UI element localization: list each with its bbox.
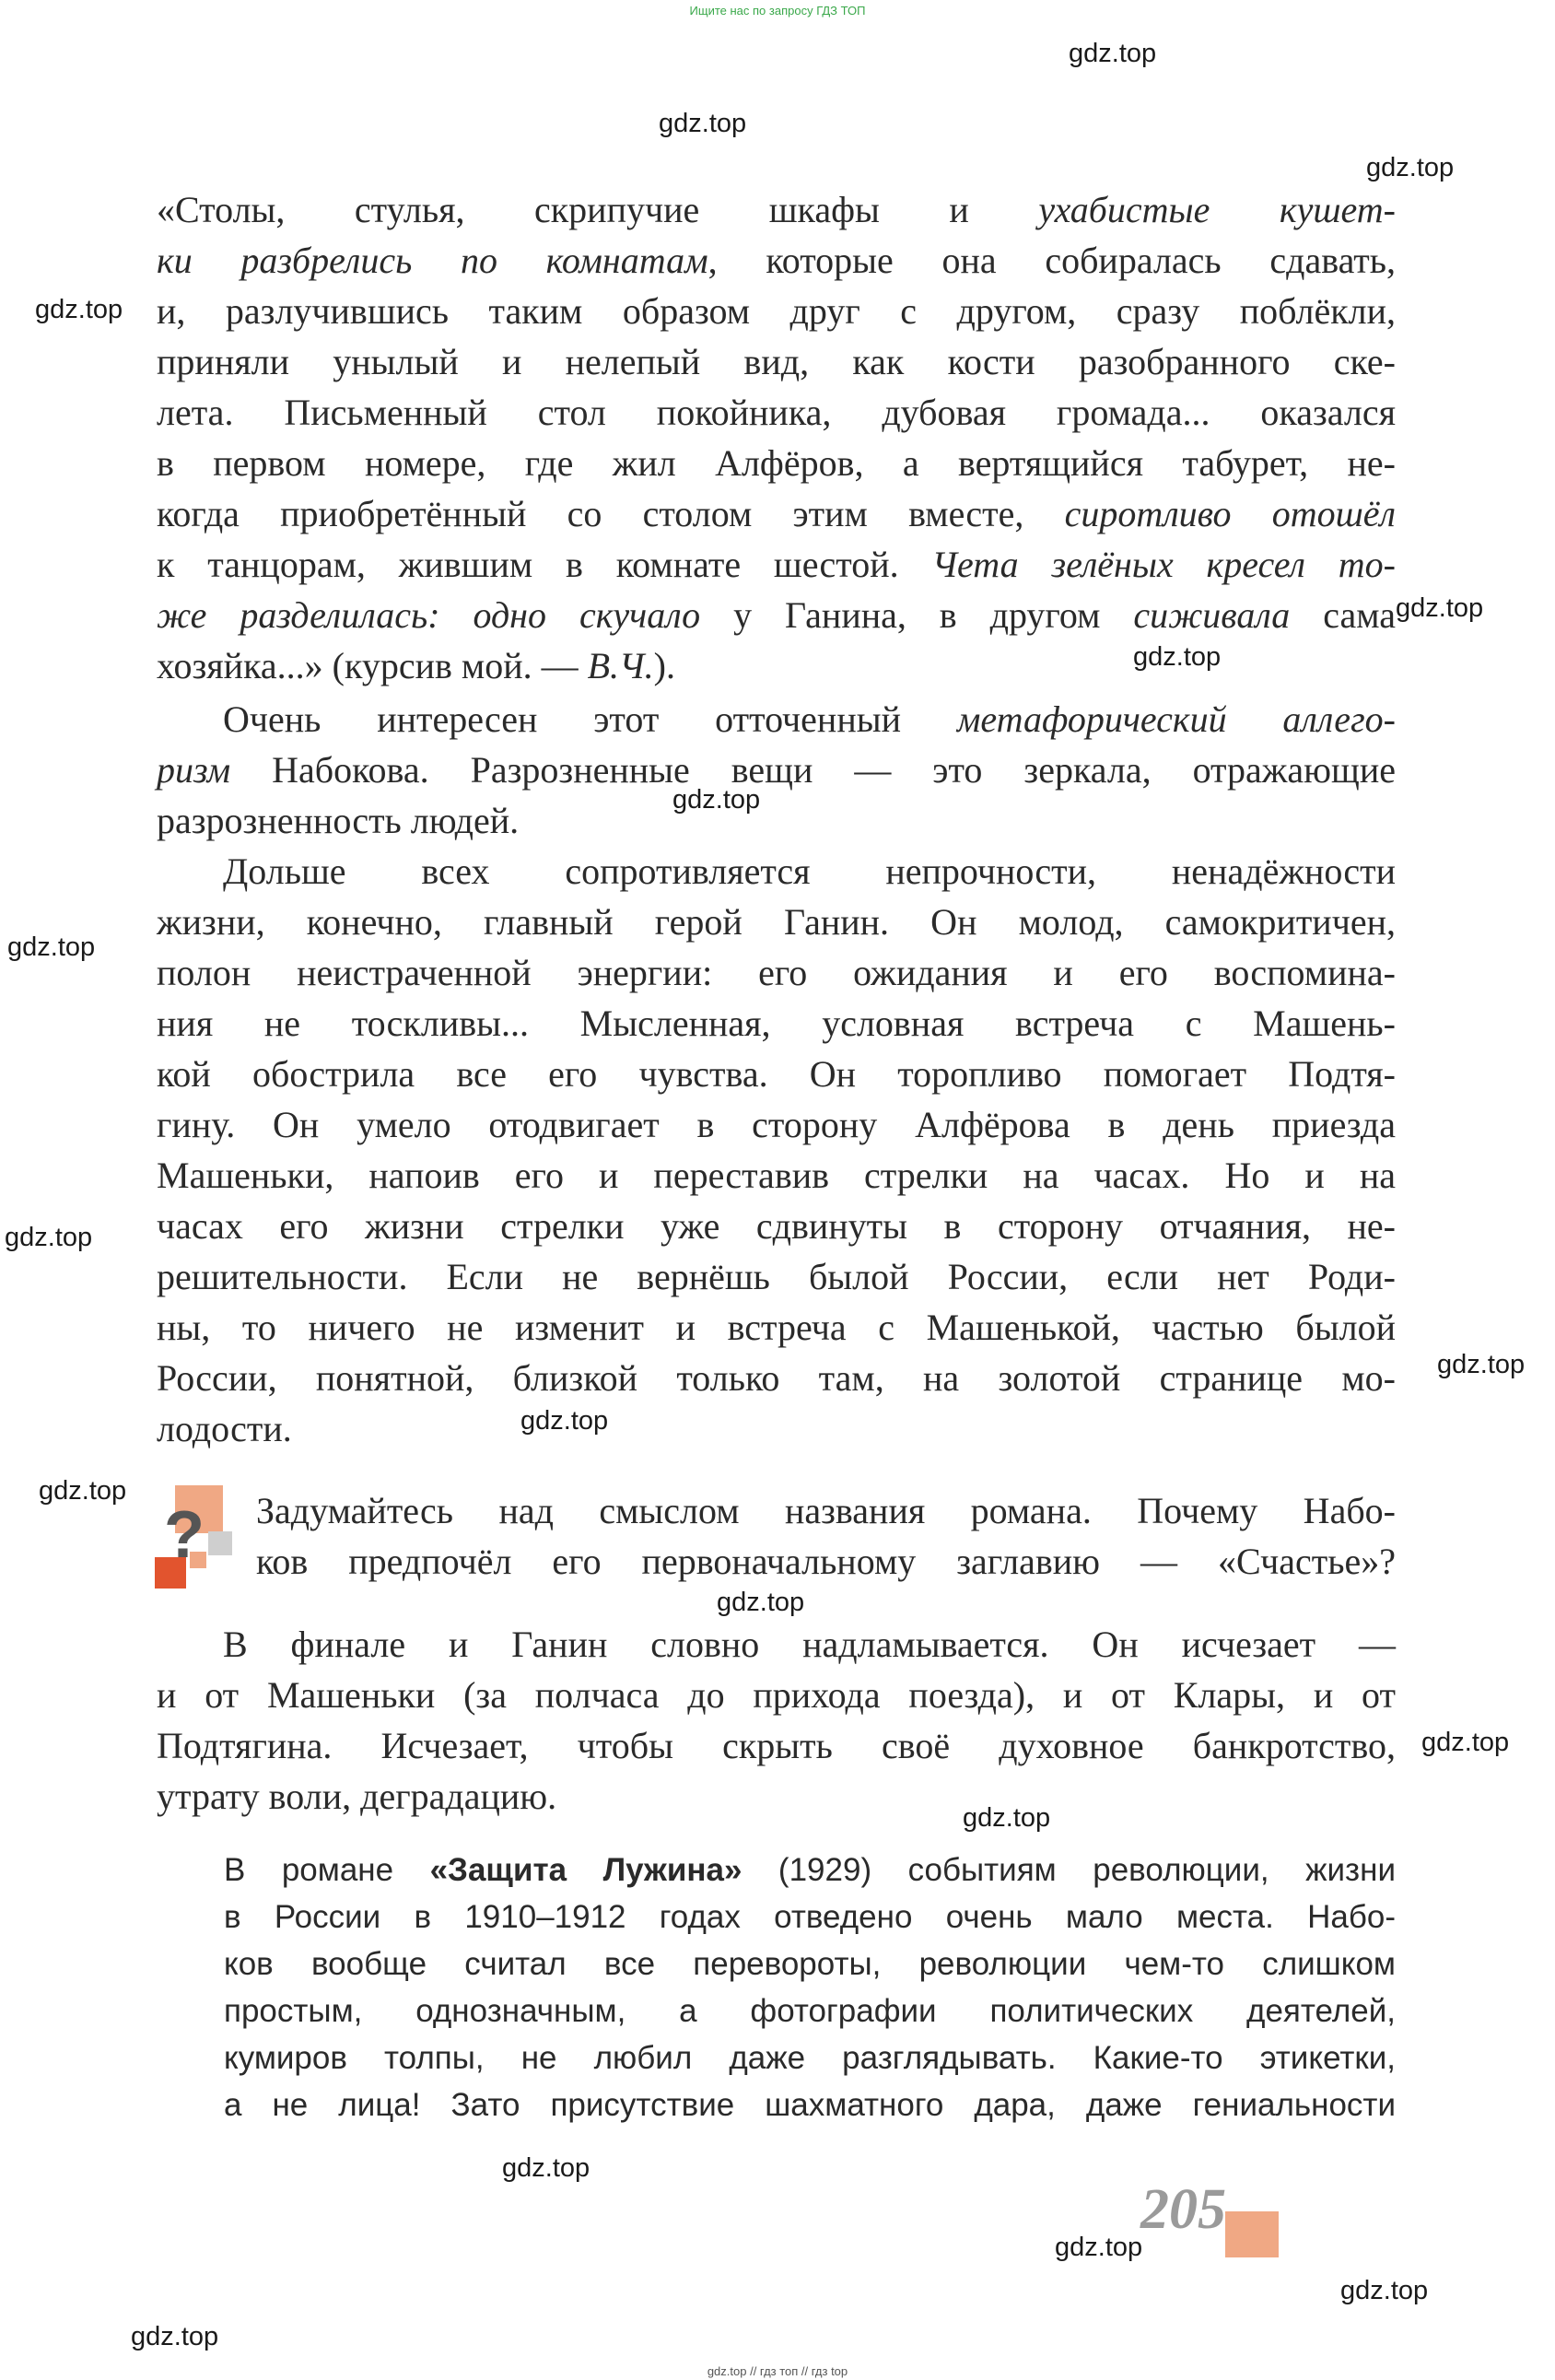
text-line: Очень интересен этот отточенный метафорический аллего- [223,698,1396,740]
text-line: и от Машеньки (за полчаса до прихода поезда), и от Клары, и от [157,1674,1396,1716]
text-line: гину. Он умело отодвигает в сторону Алфёрова в день приезда [157,1104,1396,1145]
text-line: в первом номере, где жил Алфёров, а вертящийся табурет, не- [157,442,1396,484]
text-line: утрату воли, деградацию. [157,1776,557,1817]
watermark: gdz.top [672,785,761,815]
text-line: к танцорам, жившим в комнате шестой. Чета зелёных кресел то- [157,544,1396,585]
watermark: gdz.top [39,1476,127,1506]
svg-text:?: ? [164,1498,205,1572]
paragraph-finale [157,1619,1396,1822]
text-line: полон неистраченной энергии: его ожидания и его воспомина- [157,952,1396,993]
question-icon [155,1485,238,1596]
text-line: часах его жизни стрелки уже сдвинуты в сторону отчаяния, не- [157,1205,1396,1247]
watermark: gdz.top [1421,1728,1510,1757]
text-line: ния не тоскливы... Мысленная, условная встреча с Машень- [157,1002,1396,1044]
paragraph-quote [157,184,1396,691]
text-line: В финале и Ганин словно надламывается. Он исчезает — [223,1624,1396,1665]
text-line: «Столы, стулья, скрипучие шкафы и ухабистые кушет- [157,189,1396,230]
text-line: и, разлучившись таким образом друг с другом, сразу поблёкли, [157,290,1396,332]
text-line: же разделилась: одно скучало у Ганина, в другом сиживала сама [157,594,1397,636]
text-line: кумиров толпы, не любил даже разглядывать. Какие-то этикетки, [224,2040,1396,2076]
text-line: лета. Письменный стол покойника, дубовая громада... оказался [157,392,1396,433]
watermark: gdz.top [35,295,123,324]
watermark: gdz.top [1396,593,1484,623]
watermark: gdz.top [1069,39,1157,68]
text-line: кой обострила все его чувства. Он торопливо помогает Подтя- [157,1053,1396,1095]
watermark: gdz.top [7,932,96,962]
text-line: России, понятной, близкой только там, на золотой странице мо- [157,1357,1396,1399]
text-line: ны, то ничего не изменит и встреча с Машенькой, частью былой [157,1307,1396,1348]
text-line: ков предпочёл его первоначальному заглавию — «Счастье»? [256,1541,1396,1582]
paragraph-metaphor [157,694,1396,846]
watermark: gdz.top [1437,1350,1526,1379]
text-line: когда приобретённый со столом этим вместе, сиротливо отошёл [157,493,1396,534]
question-text [256,1485,1396,1587]
text-line: ризм Набокова. Разрозненные вещи — это зеркала, отражающие [157,749,1396,791]
text-line: приняли унылый и нелепый вид, как кости разобранного ске- [157,341,1396,382]
watermark: gdz.top [131,2322,219,2351]
watermark: gdz.top [1366,153,1455,182]
luzhin-block [224,1847,1396,2128]
page-number-marker [1225,2211,1279,2257]
text-line: решительности. Если не вернёшь былой России, если нет Роди- [157,1256,1396,1297]
text-line: Машеньки, напоив его и переставив стрелки на часах. Но и на [157,1155,1396,1196]
watermark: gdz.top [1133,642,1222,672]
text-line: простым, однозначным, а фотографии политических деятелей, [224,1993,1396,2029]
text-line: ков вообще считал все перевороты, революции чем-то слишком [224,1946,1396,1982]
paragraph-ganin [157,846,1396,1454]
watermark: gdz.top [502,2153,590,2183]
text-line: разрозненность людей. [157,800,520,841]
text-line: Подтягина. Исчезает, чтобы скрыть своё духовное банкротство, [157,1725,1396,1766]
text-line: жизни, конечно, главный герой Ганин. Он молод, самокритичен, [157,901,1396,943]
text-line: а не лица! Зато присутствие шахматного дара, даже гениальности [224,2087,1396,2123]
footer-links[interactable]: gdz.top // гдз топ // гдз top [707,2364,848,2378]
watermark: gdz.top [520,1406,609,1436]
top-banner[interactable]: Ищите нас по запросу ГДЗ ТОП [689,4,866,18]
text-line: В романе «Защита Лужина» (1929) событиям революции, жизни [224,1852,1396,1888]
text-line: хозяйка...» (курсив мой. — В.Ч.). [157,645,675,686]
watermark: gdz.top [717,1588,805,1617]
watermark: gdz.top [1055,2233,1143,2262]
text-line: Задумайтесь над смыслом названия романа. Почему Набо- [256,1490,1396,1531]
text-line: Дольше всех сопротивляется непрочности, ненадёжности [223,850,1396,892]
watermark: gdz.top [659,109,747,138]
page-number: 205 [1140,2178,1226,2241]
text-line: ки разбрелись по комнатам, которые она собиралась сдавать, [157,240,1397,281]
watermark: gdz.top [1340,2276,1429,2305]
text-line: лодости. [157,1408,292,1449]
watermark: gdz.top [5,1223,93,1252]
watermark: gdz.top [963,1803,1051,1833]
text-line: в России в 1910–1912 годах отведено очень мало места. Набо- [224,1899,1396,1935]
